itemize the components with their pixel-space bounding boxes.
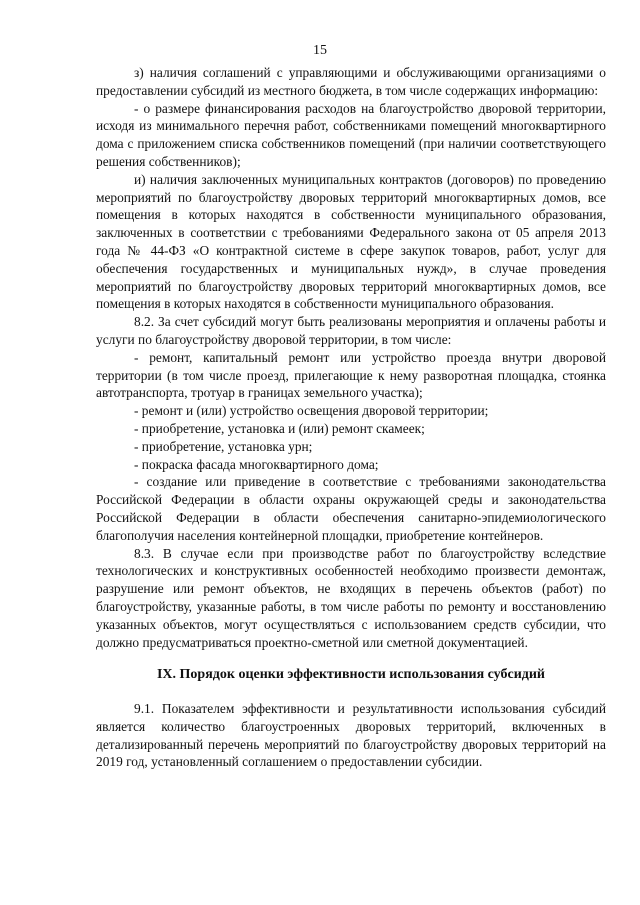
paragraph-8-3: 8.3. В случае если при производстве работ по благоустройству вследствие технологических и конструктивных особенностей необходимо произвести демонтаж, разрушение или ремонт объектов, не входящих в перечень объектов (работ) по благоустройству, указанные работы, в том числе работы по ремонту и восстановлению указанных объектов, могут осуществляться с использованием средств субсидии, что должно предусматриваться проектно-сметной или сметной документацией.	[96, 545, 606, 650]
paragraph-z: з) наличия соглашений с управляющими и обслуживающими организациями о предоставлении субсидий из местного бюджета, в том числе содержащих информацию:	[96, 65, 606, 98]
page-number: 15	[313, 43, 327, 58]
list-item-bins: - приобретение, установка урн;	[134, 438, 313, 454]
document-body	[96, 64, 606, 771]
paragraph-8-2: 8.2. За счет субсидий могут быть реализованы мероприятия и оплачены работы и услуги по благоустройству дворовой территории, в том числе:	[96, 314, 606, 347]
list-item-facade: - покраска фасада многоквартирного дома;	[134, 456, 379, 472]
list-item-lighting: - ремонт и (или) устройство освещения дворовой территории;	[134, 403, 489, 419]
paragraph-i-contracts: и) наличия заключенных муниципальных контрактов (договоров) по проведению мероприятий по благоустройству дворовых территорий многоквартирных домов, все помещения в которых находятся в собственности муниципального образования, заключенных в соответствии с требованиями Федерального закона от 05 апреля 2013 года № 44-ФЗ «О контрактной системе в сфере закупок товаров, работ, услуг для обеспечения государственных и муниципальных нужд», в случае проведения мероприятий по благоустройству дворовых территорий многоквартирных домов, все помещения в которых находятся в собственности муниципального образования.	[96, 171, 606, 312]
list-item-benches: - приобретение, установка и (или) ремонт скамеек;	[134, 420, 425, 436]
list-item-driveway-repair: - ремонт, капитальный ремонт или устройство проезда внутри дворовой территории (в том числе проезд, прилегающие к нему разворотная площадка, стоянка автотранспорта, тротуар в границах земельного участка);	[96, 349, 606, 401]
section-heading: IX. Порядок оценки эффективности использования субсидий	[156, 667, 545, 683]
paragraph-financing-info: - о размере финансирования расходов на благоустройство дворовой территории, исходя из минимального перечня работ, собственниками помещений многоквартирного дома с приложением списка собственников помещений (при наличии соответствующего решения собственников);	[96, 100, 606, 169]
paragraph-9-1: 9.1. Показателем эффективности и результативности использования субсидий является количество благоустроенных дворовых территорий, включенных в детализированный перечень мероприятий по благоустройству дворовых территорий на 2019 год, установленный соглашением о предоставлении субсидии.	[96, 701, 606, 770]
list-item-container-site: - создание или приведение в соответствие с требованиями законодательства Российской Федерации в области охраны окружающей среды и законодательства Российской Федерации в области обеспечения санитарно-эпидемиологического благополучия населения контейнерной площадки, приобретение контейнеров.	[96, 474, 606, 543]
